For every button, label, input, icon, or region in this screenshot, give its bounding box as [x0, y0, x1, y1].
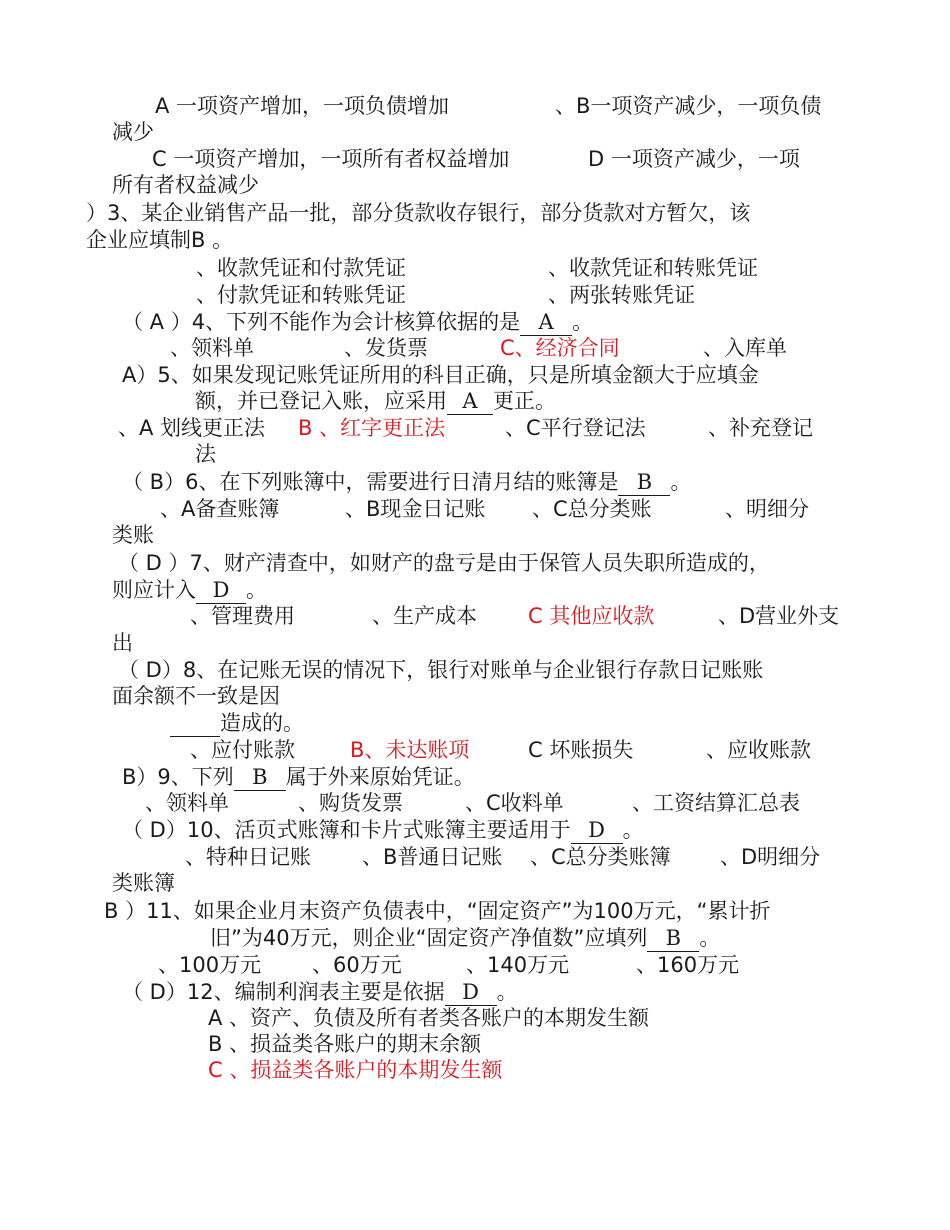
- question-6-end: 。: [670, 470, 692, 494]
- option-b-q4: 、发货票: [344, 336, 428, 360]
- option-a-q5: 、A 划线更正法: [118, 416, 266, 440]
- question-7: （ D ）7、财产清查中，如财产的盘亏是由于保管人员失职所造成的，: [118, 551, 770, 575]
- question-8-end: [170, 710, 304, 737]
- question-7-end: 。: [246, 578, 267, 602]
- option-b-q2: 、B一项资产减少，一项负债: [555, 94, 822, 118]
- option-b-q9: 、购货发票: [298, 791, 403, 815]
- question-8-end-text: 造成的。: [220, 711, 304, 735]
- option-c-q7-answer: C 其他应收款: [528, 604, 655, 628]
- question-10-end: 。: [622, 818, 644, 842]
- option-d-q6-cont: 类账: [112, 523, 154, 547]
- question-5-end: 更正。: [493, 389, 556, 413]
- option-b-q7: 、生产成本: [372, 604, 477, 628]
- option-c-q10: 、C总分类账簿: [530, 845, 671, 869]
- question-7-cont: [112, 577, 267, 604]
- option-a-q12: A 、资产、负债及所有者类各账户的本期发生额: [208, 1006, 650, 1030]
- question-4-end: 。: [572, 310, 594, 334]
- question-5-text: 额，并已登记入账，应采用: [195, 389, 447, 413]
- option-b-q10: 、B普通日记账: [362, 845, 503, 869]
- option-b-q2-cont: 减少: [112, 120, 154, 144]
- option-d-q7-cont: 出: [112, 631, 133, 655]
- option-a-q8: 、应付账款: [190, 738, 295, 762]
- option-b-q5-answer: B 、红字更正法: [298, 416, 446, 440]
- option-d-q10-cont: 类账簿: [112, 871, 175, 895]
- question-4-text: （ A ）4、下列不能作为会计核算依据的是: [122, 310, 521, 334]
- option-c-q11: 、140万元: [466, 953, 570, 977]
- option-c-q6: 、C总分类账: [532, 497, 652, 521]
- option-c-q3: 、付款凭证和转账凭证: [196, 283, 406, 307]
- answer-blank: D: [445, 979, 497, 1006]
- option-b-q6: 、B现金日记账: [345, 497, 486, 521]
- question-10: [122, 817, 644, 844]
- answer-blank: A: [447, 388, 493, 415]
- question-9-text: B）9、下列: [122, 765, 234, 789]
- answer-blank: D: [196, 577, 246, 604]
- option-a-q10: 、特种日记账: [185, 845, 311, 869]
- question-3: ）3、某企业销售产品一批，部分货款收存银行，部分货款对方暂欠，该: [86, 201, 751, 225]
- answer-blank: B: [647, 925, 699, 952]
- question-9: [122, 764, 475, 791]
- answer-blank: A: [520, 309, 572, 336]
- option-d-q5: 、补充登记: [708, 416, 813, 440]
- option-d-q4: 、入库单: [703, 336, 787, 360]
- answer-blank-empty: [170, 710, 220, 737]
- option-d-q10: 、D明细分: [720, 845, 821, 869]
- option-d-q8: 、应收账款: [706, 738, 811, 762]
- option-c-q9: 、C收料单: [465, 791, 564, 815]
- question-12-end: 。: [496, 980, 518, 1004]
- option-b-q3: 、收款凭证和转账凭证: [548, 256, 758, 280]
- question-11: B ）11、如果企业月末资产负债表中，“固定资产”为100万元，“累计折: [104, 899, 771, 923]
- option-a-q7: 、管理费用: [190, 604, 295, 628]
- option-b-q11: 、60万元: [312, 953, 402, 977]
- option-d-q7: 、D营业外支: [718, 604, 840, 628]
- option-d-q9: 、工资结算汇总表: [632, 791, 800, 815]
- question-12-text: （ D）12、编制利润表主要是依据: [122, 980, 445, 1004]
- option-d-q5-cont: 法: [195, 442, 216, 466]
- question-7-text: 则应计入: [112, 578, 196, 602]
- answer-blank: B: [618, 469, 670, 496]
- option-c-q12-answer: C 、损益类各账户的本期发生额: [208, 1058, 503, 1082]
- question-6: [122, 469, 691, 496]
- option-c-q5: 、C平行登记法: [505, 416, 646, 440]
- option-c-q4-answer: C、经济合同: [500, 336, 620, 360]
- answer-blank: D: [571, 817, 623, 844]
- option-a-q3: 、收款凭证和付款凭证: [196, 256, 406, 280]
- question-8-cont: 面余额不一致是因: [112, 684, 280, 708]
- option-d-q2: D 一项资产减少，一项: [588, 147, 800, 171]
- option-a-q9: 、领料单: [145, 791, 229, 815]
- option-d-q3: 、两张转账凭证: [548, 283, 695, 307]
- option-a-q2: A 一项资产增加，一项负债增加: [155, 94, 450, 118]
- question-3-cont: 企业应填制B 。: [86, 228, 234, 252]
- option-b-q12: B 、损益类各账户的期末余额: [208, 1032, 482, 1056]
- question-6-text: （ B）6、在下列账簿中，需要进行日清月结的账簿是: [122, 470, 619, 494]
- question-11-text: 旧”为40万元，则企业“固定资产净值数”应填列: [210, 926, 648, 950]
- question-11-end: 。: [699, 926, 721, 950]
- answer-blank: B: [234, 764, 286, 791]
- question-5-cont: [195, 388, 556, 415]
- option-d-q11: 、160万元: [636, 953, 740, 977]
- option-c-q8: C 坏账损失: [528, 738, 634, 762]
- question-9-end: 属于外来原始凭证。: [285, 765, 475, 789]
- question-12: [122, 979, 518, 1006]
- option-c-q2: C 一项资产增加，一项所有者权益增加: [152, 147, 510, 171]
- option-a-q11: 、100万元: [158, 953, 262, 977]
- option-b-q8-answer: B、未达账项: [350, 738, 470, 762]
- question-11-cont: [210, 925, 720, 952]
- question-10-text: （ D）10、活页式账簿和卡片式账簿主要适用于: [122, 818, 571, 842]
- question-8: （ D）8、在记账无误的情况下，银行对账单与企业银行存款日记账账: [118, 658, 764, 682]
- question-4: [122, 309, 593, 336]
- option-a-q4: 、领料单: [170, 336, 254, 360]
- option-a-q6: 、A备查账簿: [160, 497, 280, 521]
- question-5: A）5、如果发现记账凭证所用的科目正确，只是所填金额大于应填金: [122, 363, 759, 387]
- option-d-q6: 、明细分: [725, 497, 809, 521]
- option-d-q2-cont: 所有者权益减少: [112, 173, 259, 197]
